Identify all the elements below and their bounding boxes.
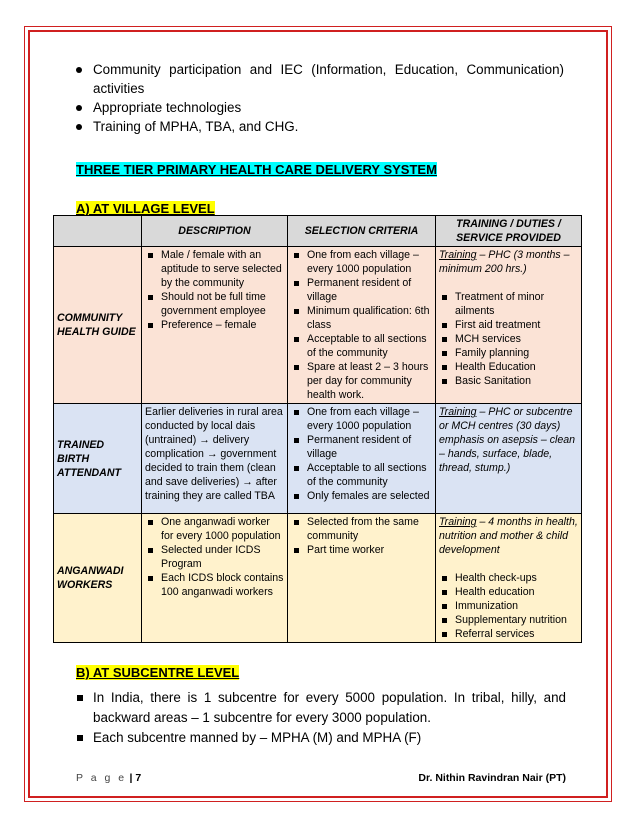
section-heading-subcentre: B) AT SUBCENTRE LEVEL (76, 665, 240, 680)
list-item: Basic Sanitation (439, 374, 578, 388)
page-label: P a g e (76, 772, 127, 784)
list-item: Each ICDS block contains 100 anganwadi workers (145, 571, 284, 599)
training-label: Training (439, 406, 477, 418)
page-number: 7 (135, 772, 142, 784)
training-label: Training (439, 516, 477, 528)
list-item: Should not be full time government employee (145, 290, 284, 318)
row-label: TRAINED BIRTH ATTENDANT (54, 404, 142, 514)
description-cell (142, 514, 288, 643)
village-level-table (53, 215, 582, 643)
bullet-text: Training of MPHA, TBA, and CHG. (93, 119, 299, 134)
list-item: Family planning (439, 346, 578, 360)
heading-text: A) AT VILLAGE LEVEL (76, 201, 215, 216)
list-item: Selected under ICDS Program (145, 543, 284, 571)
training-detail: – PHC (3 months – minimum 200 hrs.) (439, 249, 570, 275)
list-item: Treatment of minor ailments (439, 290, 578, 318)
subcentre-bullet-list (76, 688, 566, 748)
page-separator: | (129, 772, 136, 784)
list-item: Spare at least 2 – 3 hours per day for community health work. (291, 360, 432, 402)
list-item: Acceptable to all sections of the community (291, 461, 432, 489)
training-text (439, 515, 578, 557)
row-label: ANGANWADI WORKERS (54, 514, 142, 643)
training-text (439, 248, 578, 276)
header-empty (54, 216, 142, 247)
list-item: First aid treatment (439, 318, 578, 332)
list-item: Health check-ups (439, 571, 578, 585)
table-row (54, 514, 582, 643)
table-row (54, 404, 582, 514)
list-item: Health Education (439, 360, 578, 374)
bullet-text: Appropriate technologies (93, 100, 242, 115)
bullet-icon (76, 124, 82, 130)
section-heading-main (76, 161, 437, 179)
header-selection-criteria: SELECTION CRITERIA (288, 216, 436, 247)
list-item: Only females are selected (291, 489, 432, 503)
table-row (54, 247, 582, 404)
list-item: Minimum qualification: 6th class (291, 304, 432, 332)
list-item: Each subcentre manned by – MPHA (M) and MPHA (F) (76, 728, 566, 748)
training-cell (436, 247, 582, 404)
intro-section (76, 60, 564, 136)
training-text (439, 405, 578, 475)
list-item: Male / female with an aptitude to serve selected by the community (145, 248, 284, 290)
footer-author: Dr. Nithin Ravindran Nair (PT) (418, 772, 566, 784)
list-item: Part time worker (291, 543, 432, 557)
heading-text: THREE TIER PRIMARY HEALTH CARE DELIVERY SYSTEM (76, 162, 437, 177)
list-item: Supplementary nutrition (439, 613, 578, 627)
header-training: TRAINING / DUTIES / SERVICE PROVIDED (436, 216, 582, 247)
list-item: One anganwadi worker for every 1000 population (145, 515, 284, 543)
intro-bullet-list (76, 60, 564, 136)
list-item: Permanent resident of village (291, 276, 432, 304)
criteria-cell (288, 247, 436, 404)
description-cell: Earlier deliveries in rural area conducted by local dais (untrained) → delivery complication → government decided to train them (clean and save deliveries) → after training they are called TBA (142, 404, 288, 514)
training-cell (436, 404, 582, 514)
list-item: One from each village – every 1000 population (291, 248, 432, 276)
list-item (76, 98, 564, 117)
list-item: Selected from the same community (291, 515, 432, 543)
list-item: Referral services (439, 627, 578, 641)
list-item: Acceptable to all sections of the community (291, 332, 432, 360)
training-detail: – 4 months in health, nutrition and mother & child development (439, 516, 578, 556)
list-item: MCH services (439, 332, 578, 346)
bullet-icon (76, 67, 82, 73)
page-footer (76, 772, 566, 784)
table-header-row (54, 216, 582, 247)
list-item: Permanent resident of village (291, 433, 432, 461)
header-description: DESCRIPTION (142, 216, 288, 247)
list-item: In India, there is 1 subcentre for every 5000 population. In tribal, hilly, and backward areas – 1 subcentre for every 3000 population. (76, 688, 566, 728)
bullet-text: Community participation and IEC (Information, Education, Communication) activities (93, 62, 564, 96)
bullet-icon (76, 105, 82, 111)
training-label: Training (439, 249, 477, 261)
row-label: COMMUNITY HEALTH GUIDE (54, 247, 142, 404)
description-cell (142, 247, 288, 404)
criteria-cell (288, 404, 436, 514)
criteria-cell (288, 514, 436, 643)
list-item: Immunization (439, 599, 578, 613)
subcentre-section (76, 664, 566, 748)
list-item (76, 117, 564, 136)
training-cell (436, 514, 582, 643)
training-detail: – PHC or subcentre or MCH centres (30 days) emphasis on asepsis – clean – hands, surface, blade, thread, stump.) (439, 406, 576, 474)
list-item (76, 60, 564, 98)
list-item: Preference – female (145, 318, 284, 332)
list-item: One from each village – every 1000 population (291, 405, 432, 433)
list-item: Health education (439, 585, 578, 599)
